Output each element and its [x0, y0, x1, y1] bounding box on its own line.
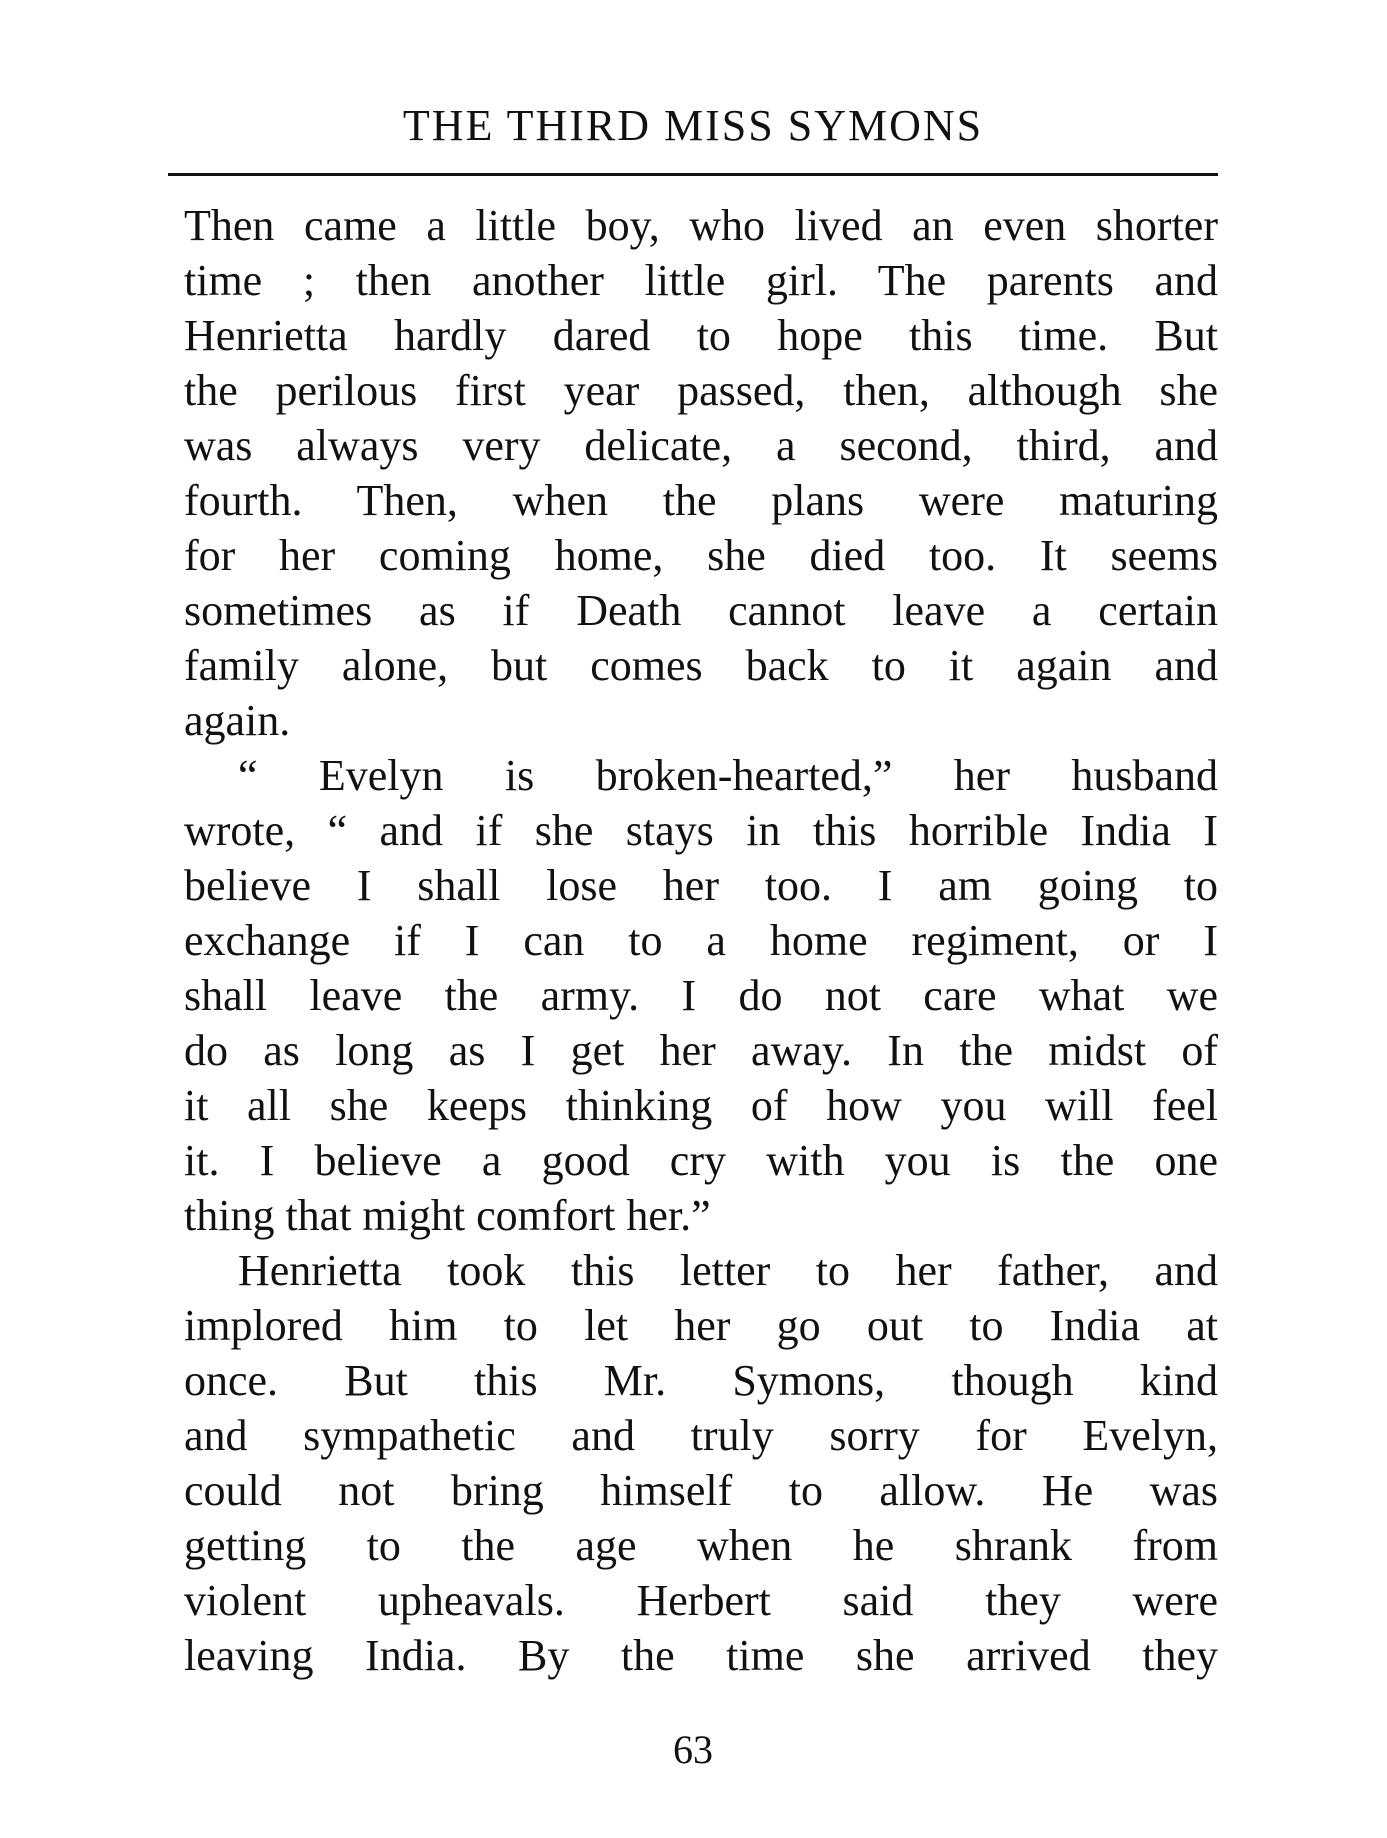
text-line: wrote, “ and if she stays in this horrible India I	[184, 806, 1218, 855]
text-line: exchange if I can to a home regiment, or I	[184, 916, 1218, 965]
text-line: getting to the age when he shrank from	[184, 1521, 1218, 1570]
text-line: time ; then another little girl. The parents and	[184, 256, 1218, 305]
text-line: “ Evelyn is broken-hearted,” her husband	[238, 751, 1218, 800]
text-line: could not bring himself to allow. He was	[184, 1466, 1218, 1515]
text-line: it. I believe a good cry with you is the one	[184, 1136, 1218, 1185]
header-rule	[168, 173, 1218, 176]
text-line: and sympathetic and truly sorry for Evelyn,	[184, 1411, 1218, 1460]
text-line: Then came a little boy, who lived an even shorter	[184, 201, 1218, 250]
text-line: leaving India. By the time she arrived they	[184, 1631, 1218, 1680]
text-line: the perilous first year passed, then, although she	[184, 366, 1218, 415]
body-text	[184, 198, 1218, 1683]
text-line: again.	[184, 696, 291, 745]
text-line: shall leave the army. I do not care what we	[184, 971, 1218, 1020]
text-line: believe I shall lose her too. I am going to	[184, 861, 1218, 910]
text-line: was always very delicate, a second, third, and	[184, 421, 1218, 470]
text-line: it all she keeps thinking of how you will feel	[184, 1081, 1218, 1130]
text-line: for her coming home, she died too. It seems	[184, 531, 1218, 580]
text-line: sometimes as if Death cannot leave a certain	[184, 586, 1218, 635]
text-line: family alone, but comes back to it again and	[184, 641, 1218, 690]
text-line: thing that might comfort her.”	[184, 1191, 711, 1240]
running-title: THE THIRD MISS SYMONS	[402, 101, 984, 150]
text-line: implored him to let her go out to India at	[184, 1301, 1218, 1350]
text-line: once. But this Mr. Symons, though kind	[184, 1356, 1218, 1405]
text-line: fourth. Then, when the plans were maturing	[184, 476, 1218, 525]
text-line: Henrietta took this letter to her father, and	[238, 1246, 1218, 1295]
text-line: violent upheavals. Herbert said they were	[184, 1576, 1218, 1625]
text-line: Henrietta hardly dared to hope this time. But	[184, 311, 1218, 360]
page-number: 63	[673, 1727, 713, 1772]
text-line: do as long as I get her away. In the midst of	[184, 1026, 1218, 1075]
